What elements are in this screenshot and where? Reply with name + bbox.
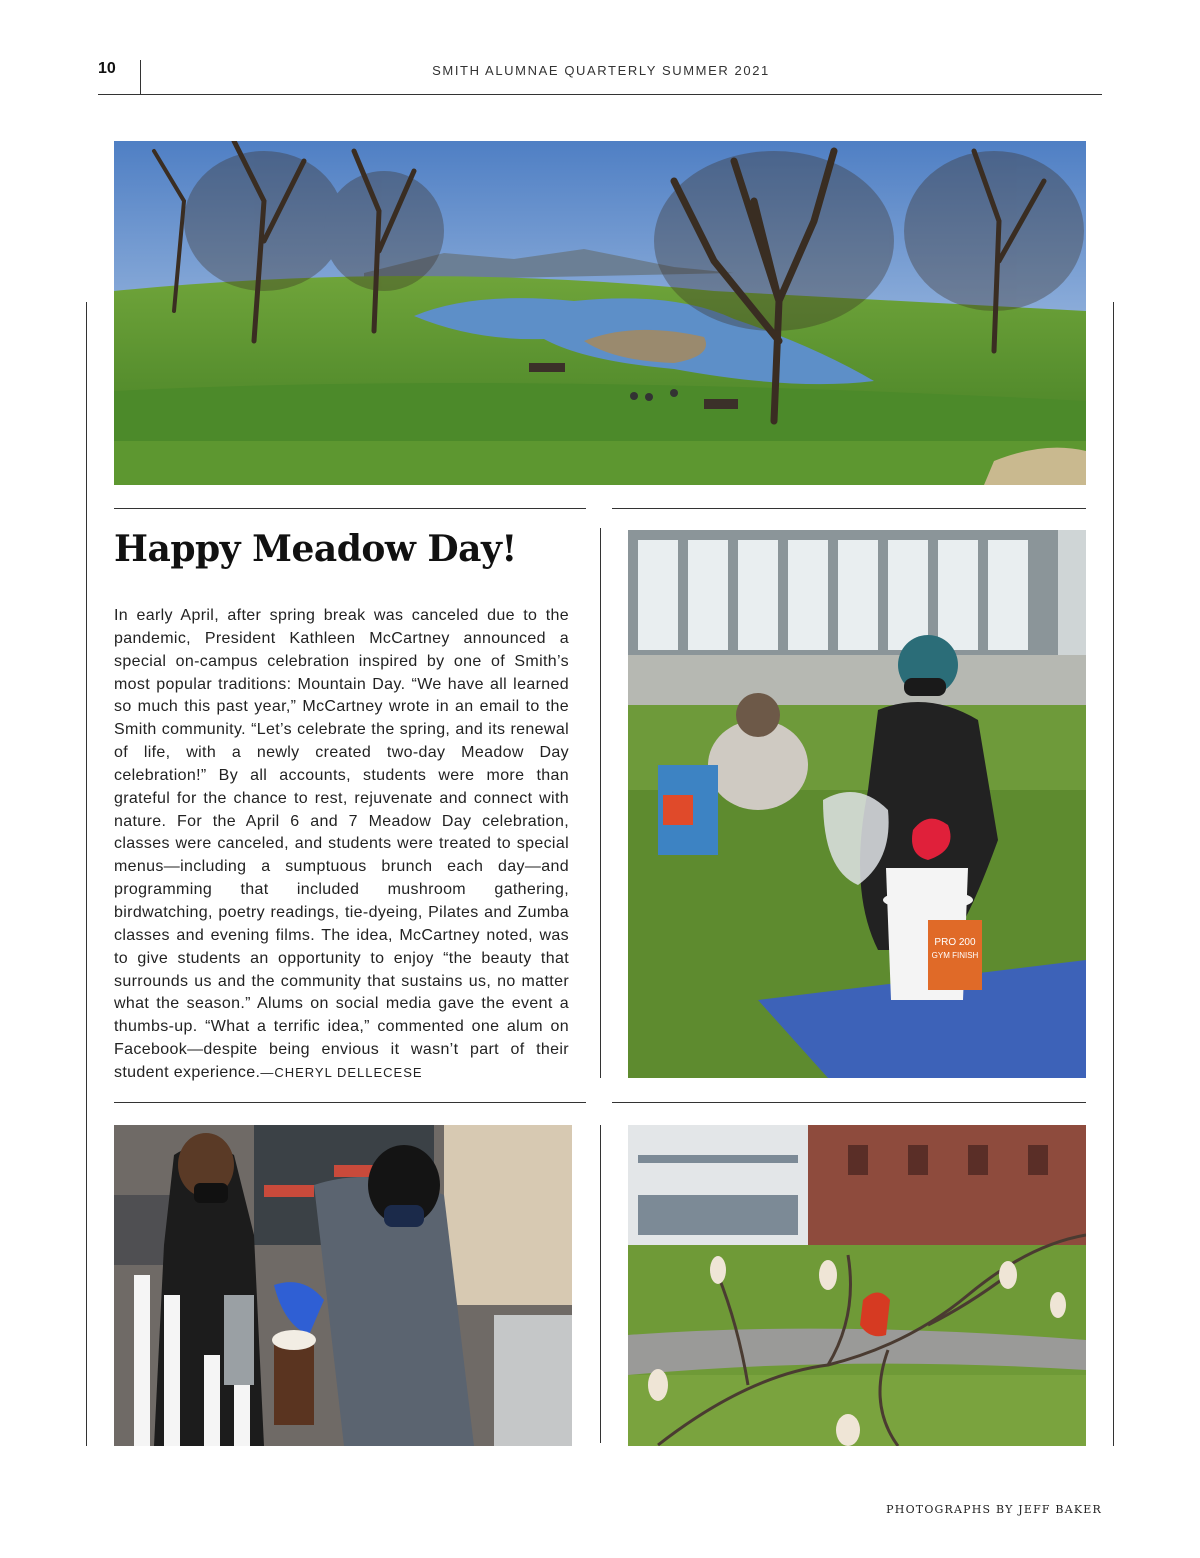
meadow-panorama-photo bbox=[114, 141, 1086, 485]
magnolia-blossoms-photo bbox=[628, 1125, 1086, 1446]
bucket-label-line1: PRO 200 bbox=[934, 937, 976, 948]
student-tie-dye-photo bbox=[628, 530, 1086, 1078]
rule-right-lower bbox=[612, 1102, 1086, 1103]
column-divider-bottom bbox=[600, 1125, 601, 1443]
left-frame-line bbox=[86, 302, 87, 1446]
rule-left-upper bbox=[114, 508, 586, 509]
photo-credit: PHOTOGRAPHS BY JEFF BAKER bbox=[886, 1503, 1102, 1516]
right-frame-line bbox=[1113, 302, 1114, 1446]
article-headline: Happy Meadow Day! bbox=[114, 528, 517, 570]
article-body bbox=[114, 605, 569, 1085]
running-header-title: SMITH ALUMNAE QUARTERLY SUMMER 2021 bbox=[432, 63, 770, 78]
rule-right-upper bbox=[612, 508, 1086, 509]
column-divider-top bbox=[600, 528, 601, 1078]
bucket-label-line2: GYM FINISH bbox=[931, 951, 979, 960]
article-body-text: In early April, after spring break was canceled due to the pandemic, President Kathleen McCartney announced a special on-campus celebration inspired by one of Smith’s most popular traditions: Mountain Day. “We have all learned so much this past year,” McCartney wrote in an email to the Smith community. “Let’s celebrate the spring, and its renewal of life, with a newly created two-day Meadow Day celebration!” By all accounts, students were more than grateful for the chance to rest, rejuvenate and connect with nature. For the April 6 and 7 Meadow Day celebration, classes were canceled, and students were treated to special menus—including a sumptuous brunch each day—and programming that included mushroom gathering, birdwatching, poetry readings, tie-dyeing, Pilates and Zumba classes and evening films. The idea, McCartney noted, was to give students an opportunity to enjoy “the beauty that surrounds us and the community that sustains us, no matter what the season.” Alums on social media gave the event a thumbs-up. “What a terrific idea,” commented one alum on Facebook—despite being envious it wasn’t part of their student experience. bbox=[114, 607, 569, 1081]
rule-left-lower bbox=[114, 1102, 586, 1103]
article-byline: —CHERYL DELLECESE bbox=[260, 1064, 423, 1080]
header-rule bbox=[98, 94, 1102, 95]
page-number: 10 bbox=[98, 60, 116, 77]
cafe-baristas-photo bbox=[114, 1125, 572, 1446]
